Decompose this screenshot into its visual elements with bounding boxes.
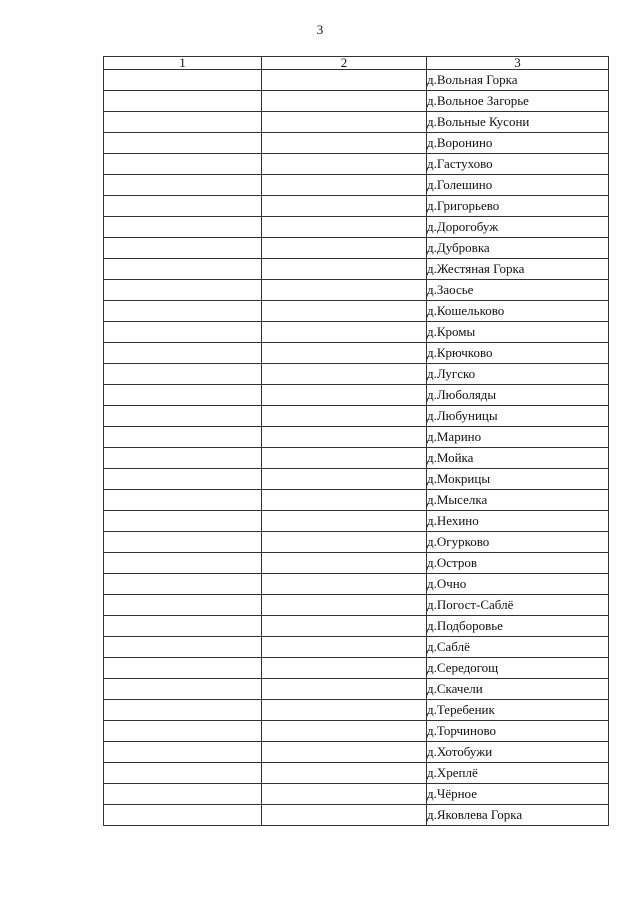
table-row [104, 238, 609, 259]
empty-cell [104, 532, 262, 553]
empty-cell [262, 490, 427, 511]
empty-cell [104, 700, 262, 721]
table-row [104, 133, 609, 154]
table-row [104, 805, 609, 826]
empty-cell [262, 280, 427, 301]
empty-cell [262, 574, 427, 595]
empty-cell [104, 301, 262, 322]
empty-cell [262, 196, 427, 217]
table-row [104, 91, 609, 112]
empty-cell [104, 742, 262, 763]
settlement-name-cell: д.Скачели [427, 679, 609, 700]
settlement-name-cell: д.Мокрицы [427, 469, 609, 490]
settlement-name-cell: д.Голешино [427, 175, 609, 196]
table-row [104, 616, 609, 637]
table-row [104, 721, 609, 742]
empty-cell [104, 91, 262, 112]
empty-cell [262, 238, 427, 259]
table-row [104, 217, 609, 238]
settlement-name-cell: д.Лугско [427, 364, 609, 385]
empty-cell [262, 343, 427, 364]
empty-cell [104, 805, 262, 826]
settlement-name-cell: д.Торчиново [427, 721, 609, 742]
empty-cell [104, 616, 262, 637]
settlement-name-cell: д.Кромы [427, 322, 609, 343]
table-row [104, 154, 609, 175]
table-row [104, 175, 609, 196]
table-row [104, 364, 609, 385]
empty-cell [262, 595, 427, 616]
table-row [104, 637, 609, 658]
empty-cell [104, 238, 262, 259]
settlement-name-cell: д.Вольная Горка [427, 70, 609, 91]
empty-cell [262, 805, 427, 826]
empty-cell [104, 553, 262, 574]
empty-cell [104, 679, 262, 700]
empty-cell [104, 259, 262, 280]
table-row [104, 322, 609, 343]
page-number: 3 [316, 22, 324, 37]
settlement-name-cell: д.Мыселка [427, 490, 609, 511]
settlement-name-cell: д.Подборовье [427, 616, 609, 637]
column-header-2: 2 [262, 57, 427, 70]
empty-cell [104, 595, 262, 616]
settlement-name-cell: д.Яковлева Горка [427, 805, 609, 826]
empty-cell [262, 175, 427, 196]
column-header-1: 1 [104, 57, 262, 70]
empty-cell [262, 70, 427, 91]
settlement-name-cell: д.Дубровка [427, 238, 609, 259]
settlement-name-cell: д.Середогощ [427, 658, 609, 679]
empty-cell [262, 511, 427, 532]
empty-cell [262, 427, 427, 448]
empty-cell [104, 343, 262, 364]
empty-cell [262, 784, 427, 805]
column-header-3: 3 [427, 57, 609, 70]
settlement-name-cell: д.Вольное Загорье [427, 91, 609, 112]
empty-cell [104, 385, 262, 406]
settlement-name-cell: д.Вольные Кусони [427, 112, 609, 133]
empty-cell [104, 763, 262, 784]
table-row [104, 511, 609, 532]
empty-cell [262, 742, 427, 763]
empty-cell [104, 574, 262, 595]
settlement-name-cell: д.Теребеник [427, 700, 609, 721]
settlement-name-cell: д.Крючково [427, 343, 609, 364]
empty-cell [104, 448, 262, 469]
empty-cell [262, 553, 427, 574]
settlement-name-cell: д.Очно [427, 574, 609, 595]
table-row [104, 70, 609, 91]
table-row [104, 448, 609, 469]
settlement-name-cell: д.Огурково [427, 532, 609, 553]
settlement-name-cell: д.Чёрное [427, 784, 609, 805]
empty-cell [104, 322, 262, 343]
settlement-name-cell: д.Мойка [427, 448, 609, 469]
empty-cell [104, 217, 262, 238]
table-row [104, 469, 609, 490]
settlement-name-cell: д.Люболяды [427, 385, 609, 406]
empty-cell [104, 784, 262, 805]
settlement-name-cell: д.Нехино [427, 511, 609, 532]
table-row [104, 532, 609, 553]
table-row [104, 700, 609, 721]
empty-cell [262, 91, 427, 112]
settlement-name-cell: д.Кошельково [427, 301, 609, 322]
empty-cell [262, 469, 427, 490]
empty-cell [262, 322, 427, 343]
empty-cell [262, 721, 427, 742]
table-row [104, 742, 609, 763]
settlement-name-cell: д.Любуницы [427, 406, 609, 427]
empty-cell [104, 196, 262, 217]
empty-cell [104, 364, 262, 385]
empty-cell [104, 469, 262, 490]
table-row [104, 427, 609, 448]
empty-cell [262, 364, 427, 385]
empty-cell [262, 406, 427, 427]
table-row [104, 196, 609, 217]
empty-cell [262, 658, 427, 679]
table-row [104, 679, 609, 700]
settlement-name-cell: д.Жестяная Горка [427, 259, 609, 280]
table-row [104, 343, 609, 364]
empty-cell [104, 175, 262, 196]
empty-cell [262, 532, 427, 553]
empty-cell [262, 700, 427, 721]
table-row [104, 112, 609, 133]
empty-cell [104, 721, 262, 742]
table-row [104, 280, 609, 301]
empty-cell [262, 259, 427, 280]
settlement-name-cell: д.Гастухово [427, 154, 609, 175]
table-row [104, 490, 609, 511]
settlement-name-cell: д.Воронино [427, 133, 609, 154]
empty-cell [104, 70, 262, 91]
settlement-name-cell: д.Саблё [427, 637, 609, 658]
empty-cell [262, 133, 427, 154]
empty-cell [262, 217, 427, 238]
table-row [104, 763, 609, 784]
table-row [104, 784, 609, 805]
empty-cell [262, 763, 427, 784]
table-row [104, 301, 609, 322]
settlement-name-cell: д.Марино [427, 427, 609, 448]
settlement-name-cell: д.Дорогобуж [427, 217, 609, 238]
table-row [104, 385, 609, 406]
empty-cell [104, 406, 262, 427]
table-row [104, 595, 609, 616]
empty-cell [104, 427, 262, 448]
empty-cell [104, 112, 262, 133]
settlement-name-cell: д.Григорьево [427, 196, 609, 217]
settlement-name-cell: д.Погост-Саблё [427, 595, 609, 616]
settlement-name-cell: д.Остров [427, 553, 609, 574]
table-row [104, 658, 609, 679]
table-row [104, 553, 609, 574]
empty-cell [104, 280, 262, 301]
empty-cell [262, 301, 427, 322]
empty-cell [262, 637, 427, 658]
settlements-table [103, 56, 609, 826]
settlement-name-cell: д.Хотобужи [427, 742, 609, 763]
empty-cell [262, 385, 427, 406]
settlement-name-cell: д.Заосье [427, 280, 609, 301]
empty-cell [104, 133, 262, 154]
empty-cell [104, 154, 262, 175]
empty-cell [262, 616, 427, 637]
empty-cell [104, 511, 262, 532]
empty-cell [262, 112, 427, 133]
empty-cell [262, 154, 427, 175]
header-row [104, 57, 609, 70]
empty-cell [104, 637, 262, 658]
table-row [104, 406, 609, 427]
settlement-name-cell: д.Хреплё [427, 763, 609, 784]
table-row [104, 259, 609, 280]
empty-cell [262, 448, 427, 469]
table-row [104, 574, 609, 595]
empty-cell [104, 490, 262, 511]
empty-cell [104, 658, 262, 679]
empty-cell [262, 679, 427, 700]
